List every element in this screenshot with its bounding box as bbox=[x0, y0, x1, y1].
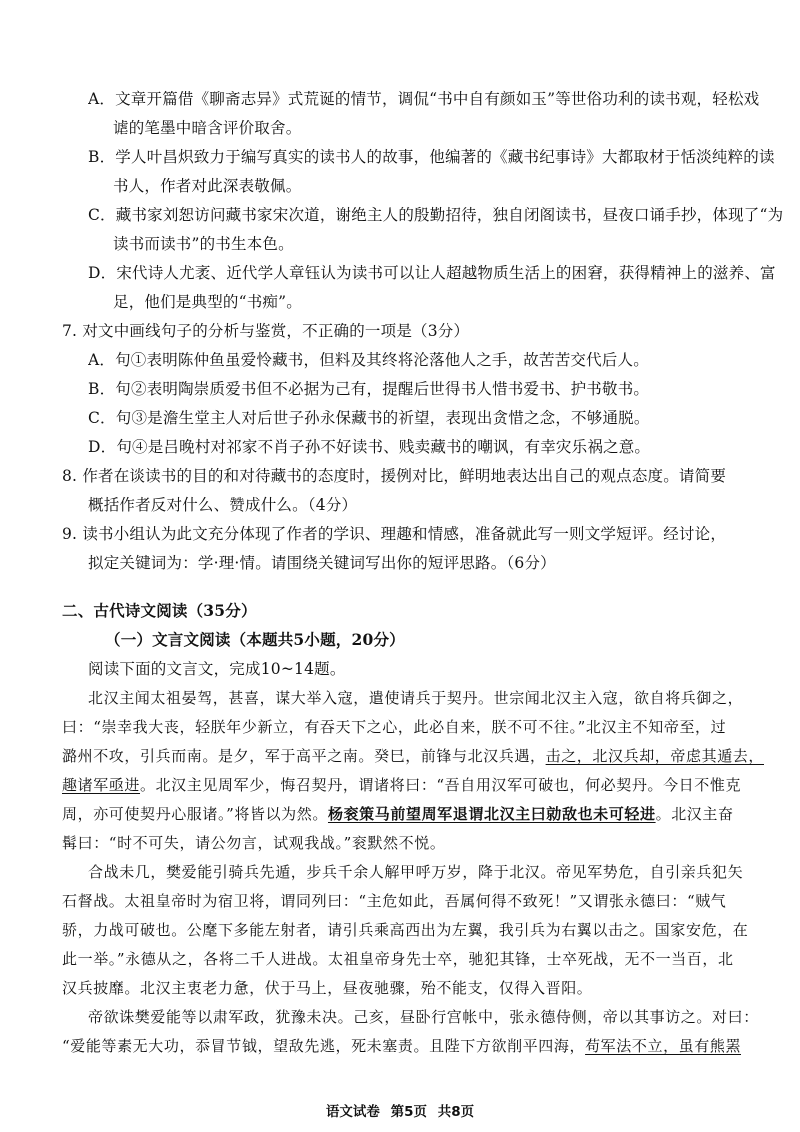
q6-option-a-line2: 谑的笔墨中暗含评价取舍。 bbox=[113, 119, 302, 137]
passage-line: 汉兵披靡。北汉主衷老力惫，伏于马上，昼夜驰骤，殆不能支，仅得入晋阳。 bbox=[62, 979, 593, 997]
passage-line: 帝欲诛樊爱能等以肃军政，犹豫未决。己亥，昼卧行宫帐中，张永德侍侧，帝以其事访之。对曰： bbox=[88, 1008, 759, 1026]
passage-line bbox=[62, 803, 734, 825]
q6-option-d-line2: 足，他们是典型的“书痴”。 bbox=[113, 293, 302, 311]
q9-line1: 9. 读书小组认为此文充分体现了作者的学识、理趣和情感，准备就此写一则文学短评。经讨论， bbox=[62, 525, 727, 543]
q7-option-b: B．句②表明陶崇质爱书但不必据为己有，提醒后世得书人惜书爱书、护书敬书。 bbox=[88, 380, 650, 398]
passage-line bbox=[62, 745, 764, 767]
passage-line: 石督战。太祖皇帝时为宿卫将，谓同列曰：“主危如此，吾属何得不致死！”又谓张永德曰：“贼气 bbox=[62, 892, 727, 910]
q7-option-c: C．句③是澹生堂主人对后世子孙永保藏书的祈望，表现出贪惜之念，不够通脱。 bbox=[88, 409, 650, 427]
passage-line bbox=[62, 774, 741, 796]
passage-text: “爱能等素无大功，忝冒节钺，望敌先逃，死未塞责。且陛下方欲削平四海， bbox=[62, 1037, 586, 1055]
passage-line: 合战未几，樊爱能引骑兵先遁，步兵千余人解甲呼万岁，降于北汉。帝见军势危，自引亲兵犯矢 bbox=[88, 863, 744, 881]
section-title: 二、古代诗文阅读（35分） bbox=[62, 601, 257, 620]
q6-option-a-line1: A．文章开篇借《聊斋志异》式荒诞的情节，调侃“书中自有颜如玉”等世俗功利的读书观，轻松戏 bbox=[88, 90, 760, 108]
footer-total-pages: 共8页 bbox=[437, 1104, 475, 1120]
underlined-sentence-1: 击之，北汉兵却，帝虑其遁去， bbox=[545, 747, 765, 765]
passage-text: 。北汉主见周军少，悔召契丹，谓诸将曰：“吾自用汉军可破也，何必契丹。今日不惟克 bbox=[140, 776, 742, 794]
passage-line: 髯曰：“时不可失，请公勿言，试观我战。”衮默然不悦。 bbox=[62, 834, 446, 852]
q8-line1: 8. 作者在谈读书的目的和对待藏书的态度时，援例对比，鲜明地表达出自己的观点态度。请简要 bbox=[62, 467, 727, 485]
passage-line: 骄，力战可破也。公麾下多能左射者，请引兵乘高西出为左翼，我引兵为右翼以击之。国家安危，在 bbox=[62, 921, 749, 939]
footer-page-number: 第5页 bbox=[390, 1104, 427, 1120]
footer-subject: 语文试卷 bbox=[325, 1104, 380, 1120]
q6-option-b-line1: B．学人叶昌炽致力于编写真实的读书人的故事，他编著的《藏书纪事诗》大都取材于恬淡纯粹的读 bbox=[88, 148, 775, 166]
q7-option-a: A．句①表明陈仲鱼虽爱怜藏书，但料及其终将沦落他人之手，故苦苦交代后人。 bbox=[88, 351, 649, 369]
q7-stem: 7. 对文中画线句子的分析与鉴赏，不正确的一项是（3分） bbox=[62, 322, 470, 340]
passage-text: 潞州不攻，引兵而南。是夕，军于高平之南。癸巳，前锋与北汉兵遇， bbox=[62, 747, 546, 765]
q6-option-d-line1: D．宋代诗人尤袤、近代学人章钰认为读书可以让人超越物质生活上的困窘，获得精神上的滋养、富 bbox=[88, 264, 776, 282]
passage-text: 周，亦可使契丹心服诸。”将皆以为然。 bbox=[62, 805, 328, 823]
passage-text: 。北汉主奋 bbox=[655, 805, 734, 823]
passage-line: 北汉主闻太祖晏驾，甚喜，谋大举入寇，遣使请兵于契丹。世宗闻北汉主入寇，欲自将兵御之， bbox=[88, 689, 744, 707]
passage-line bbox=[62, 1035, 741, 1057]
underlined-sentence-2: 杨衮策马前望周军退谓北汉主曰勍敌也未可轻进 bbox=[327, 805, 656, 823]
underlined-sentence-1-end: 趣诸军亟进 bbox=[62, 776, 141, 794]
q6-option-b-line2: 书人，作者对此深表敬佩。 bbox=[113, 177, 302, 195]
page-footer bbox=[0, 1100, 800, 1120]
q7-option-d: D．句④是吕晚村对祁家不肖子孙不好读书、贱卖藏书的嘲讽，有幸灾乐祸之意。 bbox=[88, 438, 651, 456]
section-instruction: 阅读下面的文言文，完成10~14题。 bbox=[88, 660, 346, 678]
passage-line: 曰：“崇幸我大丧，轻朕年少新立，有吞天下之心，此必自来，朕不可不往。”北汉主不知帝至，过 bbox=[62, 718, 727, 736]
q6-option-c-line2: 读书而读书”的书生本色。 bbox=[113, 235, 294, 253]
q8-line2: 概括作者反对什么、赞成什么。（4分） bbox=[88, 496, 358, 514]
q6-option-c-line1: C．藏书家刘恕访问藏书家宋次道，谢绝主人的殷勤招待，独自闭阁读书，昼夜口诵手抄，体现了“为 bbox=[88, 206, 784, 224]
underlined-sentence-3: 苟军法不立，虽有熊罴 bbox=[585, 1037, 742, 1055]
section-subtitle: （一）文言文阅读（本题共5小题，20分） bbox=[105, 630, 405, 649]
passage-line: 此一举。”永德从之，各将二千人进战。太祖皇帝身先士卒，驰犯其锋，士卒死战，无不一当百，北 bbox=[62, 950, 734, 968]
q9-line2: 拟定关键词为：学·理·情。请围绕关键词写出你的短评思路。（6分） bbox=[88, 554, 556, 572]
